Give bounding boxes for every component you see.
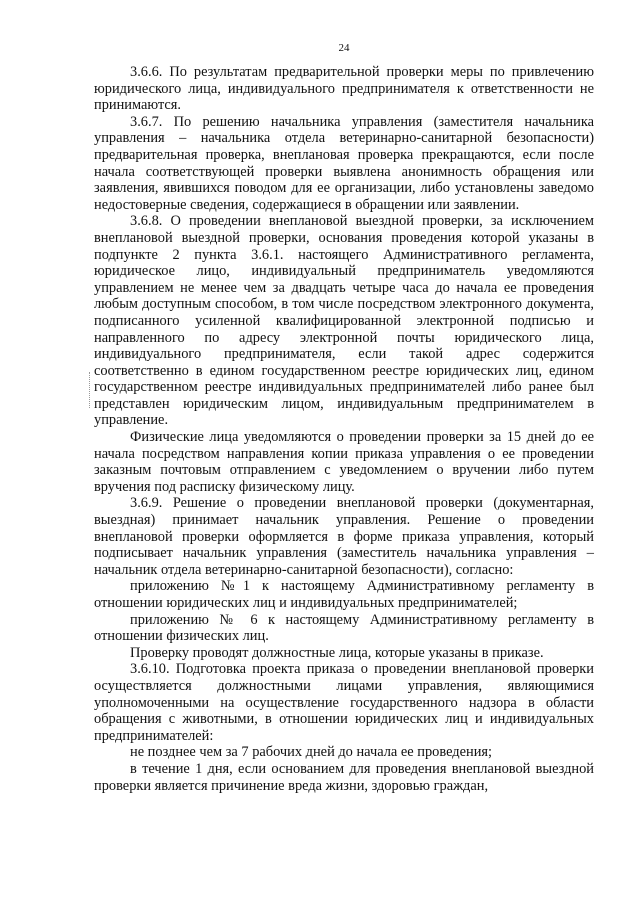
paragraph-3-6-9: 3.6.9. Решение о проведении внеплановой проверки (документарная, выездная) принимает начальник управления. Решение о проведении внеплановой проверки оформляется в форме приказа управления, который подписывает начальник управления (заместитель начальника управления – начальник отдела ветеринарно-санитарной безопасности), согласно: [94, 495, 594, 578]
paragraph-3-6-10: 3.6.10. Подготовка проекта приказа о проведении внеплановой проверки осуществляется должностными лицами управления, являющимися уполномоченными на осуществление государственного надзора в области обращения с животными, в отношении юридических лиц и индивидуальных предпринимателей: [94, 661, 594, 744]
scan-margin-mark [89, 372, 91, 408]
paragraph-3-6-6: 3.6.6. По результатам предварительной проверки меры по привлечению юридического лица, индивидуального предпринимателя к ответственности не принимаются. [94, 64, 594, 114]
paragraph-3-6-7: 3.6.7. По решению начальника управления (заместителя начальника управления – начальника отдела ветеринарно-санитарной безопасности) предварительная проверка, внеплановая проверка прекращаются, если после начала соответствующей проверки выявлена анонимность обращения или заявления, явившихся поводом для ее организации, либо установлены заведомо недостоверные сведения, содержащиеся в обращении или заявлении. [94, 113, 594, 213]
paragraph-individuals-notice: Физические лица уведомляются о проведении проверки за 15 дней до ее начала посредством направления копии приказа управления о ее проведении заказным почтовым отправлением с уведомлением о вручении либо путем вручения под расписку физическому лицу. [94, 429, 594, 495]
page-number: 24 [338, 42, 350, 54]
paragraph-1-day: в течение 1 дня, если основанием для проведения внеплановой выездной проверки является причинение вреда жизни, здоровью граждан, [94, 760, 594, 794]
paragraph-3-6-8: 3.6.8. О проведении внеплановой выездной проверки, за исключением внеплановой выездной проверки, основания проведения которой указаны в подпункте 2 пункта 3.6.1. настоящего Административного регламента, юридическое лицо, индивидуальный предприниматель уведомляются управлением не менее чем за двадцать четыре часа до начала ее проведения любым доступным способом, в том числе посредством электронного документа, подписанного усиленной квалифицированной электронной подписью и направленного по адресу электронной почты юридического лица, индивидуального предпринимателя, если такой адрес содержится соответственно в едином государственном реестре юридических лиц, едином государственном реестре индивидуальных предпринимателей либо ранее был представлен юридическим лицом, индивидуальным предпринимателем в управление. [94, 213, 594, 429]
paragraph-7-days: не позднее чем за 7 рабочих дней до начала ее проведения; [130, 744, 493, 761]
paragraph-inspectors: Проверку проводят должностные лица, которые указаны в приказе. [130, 644, 544, 661]
paragraph-appendix-1: приложению №1 к настоящему Административному регламенту в отношении юридических лиц и индивидуальных предпринимателей; [94, 578, 594, 611]
paragraph-appendix-6: приложению № 6 к настоящему Административному регламенту в отношении физических лиц. [94, 611, 594, 645]
